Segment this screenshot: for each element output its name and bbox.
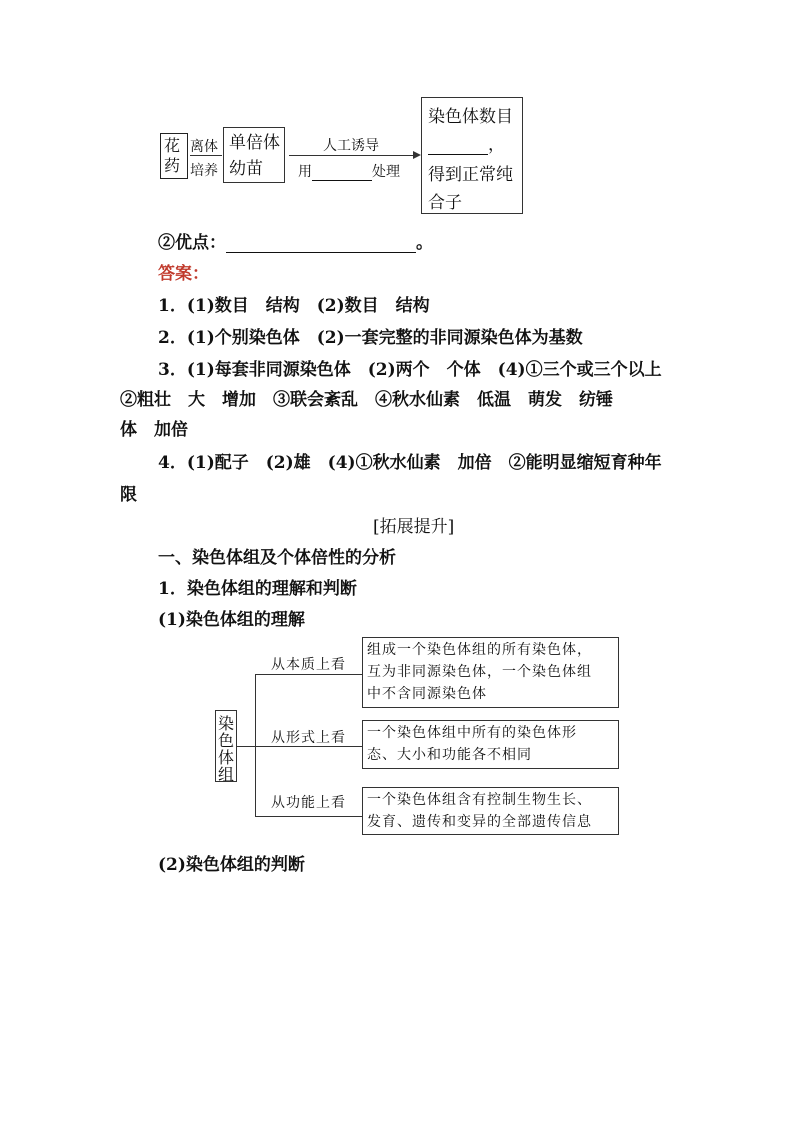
answer-4-line2: 限 [120,485,137,505]
branch-1-text-1: 组成一个染色体组的所有染色体， [367,642,592,658]
tree-root-box [215,710,237,782]
flow-box-seedling [223,127,285,183]
section-heading-2: 1．染色体组的理解和判断 [158,579,357,599]
tree-root-c2: 色 [218,731,235,750]
branch-1-label: 从本质上看 [271,657,346,673]
advantage-blank[interactable] [226,234,416,253]
branch-3-label: 从功能上看 [271,795,346,811]
branch-1-text-3: 中不含同源染色体 [367,686,487,702]
agent-blank[interactable] [312,166,372,181]
arrow2-bottom-right: 处理 [372,164,400,180]
branch-3-text-1: 一个染色体组含有控制生物生长、 [367,792,592,808]
result-line3: 得到正常纯 [428,165,513,185]
section-tag: [拓展提升] [373,517,455,537]
branch-3-text-2: 发育、遗传和变异的全部遗传信息 [367,814,592,830]
result-line4: 合子 [428,193,462,213]
tree-connector-v [255,674,256,816]
result-line2 [428,130,505,155]
branch-1-line [255,674,362,675]
tree-root-c4: 组 [218,765,235,784]
advantage-label: ②优点： [158,233,226,253]
section-heading-4: (2)染色体组的判断 [158,855,305,875]
answers-title: 答案： [158,264,209,284]
arrow2-head [413,151,421,159]
branch-3-box [362,787,619,835]
tree-root-c3: 体 [218,748,235,767]
arrow2-line [289,155,416,156]
arrow1-bottom-label: 培养 [190,163,218,179]
advantage-line [158,228,433,253]
advantage-end: 。 [416,233,433,253]
answer-3-line2: ②粗壮 大 增加 ③联会紊乱 ④秋水仙素 低温 萌发 纺锤 [120,390,613,410]
branch-2-label: 从形式上看 [271,730,346,746]
branch-3-line [255,816,362,817]
answer-4-line1: 4．(1)配子 (2)雄 (4)①秋水仙素 加倍 ②能明显缩短育种年 [158,453,662,473]
flow-box-seedling-text: 单倍体幼苗 [229,133,280,179]
arrow2-bottom-left: 用 [298,164,312,180]
answer-1: 1．(1)数目 结构 (2)数目 结构 [158,296,430,316]
branch-2-text-2: 态、大小和功能各不相同 [367,747,532,763]
branch-1-box [362,637,619,708]
branch-2-text-1: 一个染色体组中所有的染色体形 [367,725,577,741]
result-comma: ， [488,135,505,155]
flow-box-result [421,97,523,214]
branch-1-text-2: 互为非同源染色体，一个染色体组 [367,664,592,680]
chromosome-number-blank[interactable] [428,136,488,155]
tree-connector-h [237,746,255,747]
arrow1-line [190,155,222,156]
section-heading-3: (1)染色体组的理解 [158,610,305,630]
flow-box-anther [160,133,188,179]
arrow2-top-label: 人工诱导 [323,138,379,154]
answer-3-line3: 体 加倍 [120,420,188,440]
section-heading-1: 一、染色体组及个体倍性的分析 [158,548,396,568]
answer-3-line1: 3．(1)每套非同源染色体 (2)两个 个体 (4)①三个或三个以上 [158,360,662,380]
branch-2-box [362,720,619,769]
arrow1-top-label: 离体 [190,139,218,155]
answer-2: 2．(1)个别染色体 (2)一套完整的非同源染色体为基数 [158,328,583,348]
result-line1: 染色体数目 [428,107,513,127]
tree-root-c1: 染 [218,714,235,733]
arrow2-bottom-row [298,161,400,181]
flow-box-anther-text: 花药 [164,136,181,175]
